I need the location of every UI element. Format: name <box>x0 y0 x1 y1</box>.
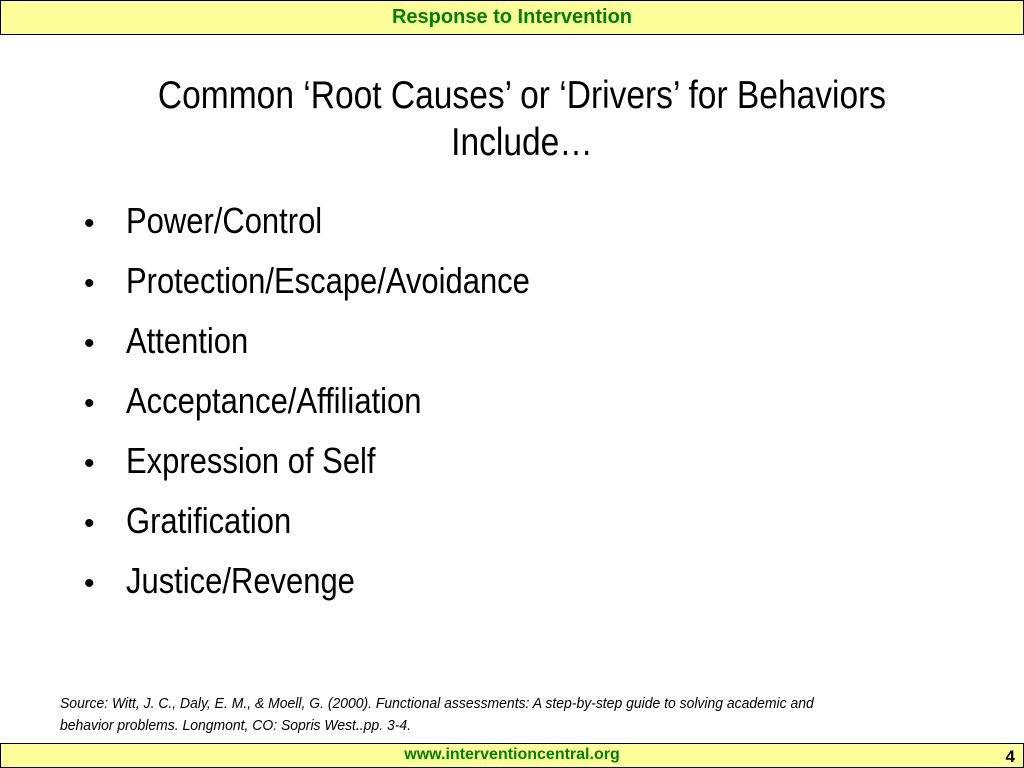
footer-banner <box>0 743 1024 768</box>
bullet-text: Expression of Self <box>126 440 376 481</box>
bullet-list <box>84 200 596 620</box>
bullet-text: Acceptance/Affiliation <box>126 380 422 421</box>
bullet-icon: • <box>84 507 95 540</box>
bullet-text: Attention <box>126 320 249 361</box>
bullet-text: Justice/Revenge <box>126 560 355 601</box>
bullet-icon: • <box>84 267 95 300</box>
source-citation-line-2: behavior problems. Longmont, CO: Sopris West..pp. 3-4. <box>60 717 411 734</box>
list-item <box>84 320 596 380</box>
banner-title: Response to Intervention <box>391 6 633 28</box>
slide-title <box>125 72 920 166</box>
bullet-text: Power/Control <box>126 200 323 241</box>
source-citation-line-1: Source: Witt, J. C., Daly, E. M., & Moell, G. (2000). Functional assessments: A step-by-step guide to solving academic and <box>60 695 814 712</box>
bullet-icon: • <box>84 207 95 240</box>
bullet-icon: • <box>84 567 95 600</box>
header-banner <box>0 0 1024 35</box>
bullet-icon: • <box>84 327 95 360</box>
list-item <box>84 380 596 440</box>
bullet-text: Protection/Escape/Avoidance <box>126 260 530 301</box>
footer-url: www.interventioncentral.org <box>404 746 620 763</box>
list-item <box>84 200 596 260</box>
slide-title-line-1: Common ‘Root Causes’ or ‘Drivers’ for Behaviors <box>157 74 887 117</box>
bullet-icon: • <box>84 447 95 480</box>
list-item <box>84 560 596 620</box>
page-number: 4 <box>1005 747 1015 766</box>
slide-title-line-2: Include… <box>451 121 593 164</box>
bullet-text: Gratification <box>126 500 292 541</box>
source-citation <box>60 693 916 737</box>
list-item <box>84 260 596 320</box>
list-item <box>84 440 596 500</box>
list-item <box>84 500 596 560</box>
bullet-icon: • <box>84 387 95 420</box>
